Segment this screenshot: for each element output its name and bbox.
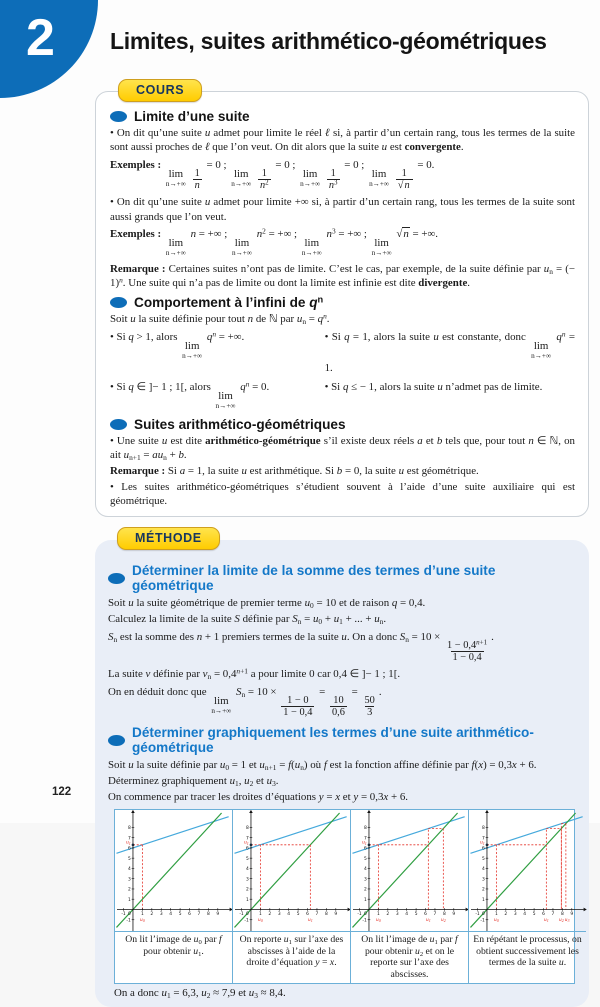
paragraph: • On dit qu’une suite u admet pour limite le réel ℓ si, à partir d’un certain rang, tous les termes de la suite sont aussi proches de ℓ que l’on veut. On dit alors que la suite u est convergente. — [110, 127, 576, 154]
cours-heading — [110, 295, 575, 310]
paragraph: $S_n$ est la somme des n + 1 premiers termes de la suite u. On a donc $S_n = 10$ × $\frac{1 - 0,4^{n+1}}{1 - 0,4}$ . — [108, 630, 494, 664]
cobweb-graph-1 — [116, 812, 231, 930]
svg-text:u1: $u_1$ — [426, 917, 431, 924]
figure-panel-4 — [468, 810, 586, 983]
svg-text:5: 5 — [363, 857, 367, 863]
chapter-badge — [0, 0, 98, 98]
section-bullet-icon — [108, 735, 125, 746]
svg-text:2: 2 — [245, 887, 249, 893]
graph-wrapper — [469, 810, 586, 931]
svg-text:0: 0 — [481, 912, 485, 918]
paragraph: Soit u la suite géométrique de premier terme $u_0 = 10$ et de raison q = 0,4. — [108, 597, 426, 611]
svg-text:-1: -1 — [121, 912, 126, 918]
svg-text:6: 6 — [424, 912, 427, 918]
svg-text:4: 4 — [481, 867, 485, 873]
svg-text:8: 8 — [127, 826, 131, 832]
cours-content — [110, 109, 575, 509]
svg-text:7: 7 — [127, 836, 131, 842]
svg-text:4: 4 — [523, 912, 527, 918]
section-heading-label: Suites arithmético-géométriques — [134, 416, 346, 432]
graph-wrapper — [351, 810, 468, 931]
svg-text:u2: $u_2$ — [440, 917, 446, 924]
svg-text:u0: $u_0$ — [140, 917, 145, 924]
svg-text:-1: -1 — [126, 918, 131, 924]
svg-text:u0: $u_0$ — [258, 917, 263, 924]
svg-text:8: 8 — [206, 912, 210, 918]
svg-text:1: 1 — [127, 898, 131, 904]
svg-text:5: 5 — [127, 857, 131, 863]
figure-caption-1: On lit l’image de $u_0$ par f pour obtenir $u_1$. — [115, 931, 232, 983]
svg-text:3: 3 — [395, 912, 399, 918]
svg-text:5: 5 — [296, 912, 300, 918]
paragraph: Déterminez graphiquement $u_1$, $u_2$ et $u_3$. — [108, 775, 279, 789]
svg-text:8: 8 — [324, 912, 328, 918]
figure-caption-4: En répétant le processus, on obtient successivement les termes de la suite u. — [469, 931, 586, 983]
svg-text:1: 1 — [140, 912, 144, 918]
svg-text:1: 1 — [245, 898, 249, 904]
svg-text:3: 3 — [245, 877, 249, 883]
svg-text:9: 9 — [216, 912, 220, 918]
figure-panel-1 — [115, 810, 232, 983]
paragraph: La suite v définie par $v_n = 0,4^{n+1}$ a pour limite 0 car 0,4 ∈ ]− 1 ; 1[. — [108, 666, 401, 682]
section-bullet-icon — [108, 573, 125, 584]
svg-text:7: 7 — [433, 912, 437, 918]
svg-text:7: 7 — [551, 912, 555, 918]
methode-badge: MÉTHODE — [117, 527, 220, 550]
paragraph: Calculez la limite de la suite S définie par $S_n = u_0 + u_1$ + ... + $u_n$. — [108, 613, 387, 627]
section-heading-label: Déterminer graphiquement les termes d’une suite arithmético-géométrique — [132, 725, 534, 756]
svg-text:u1: $u_1$ — [480, 840, 485, 847]
svg-text:-1: -1 — [357, 912, 362, 918]
svg-text:5: 5 — [245, 857, 249, 863]
svg-text:4: 4 — [363, 867, 367, 873]
svg-text:u1: $u_1$ — [544, 917, 549, 924]
svg-text:u3: $u_3$ — [564, 917, 570, 924]
chapter-number: 2 — [26, 9, 55, 67]
svg-text:9: 9 — [570, 912, 574, 918]
figure-caption-2: On reporte $u_1$ sur l’axe des abscisses à l’aide de la droite d’équation y = x. — [233, 931, 350, 983]
svg-text:3: 3 — [513, 912, 517, 918]
section-heading-label: Limite d’une suite — [134, 109, 250, 124]
svg-text:3: 3 — [159, 912, 163, 918]
cobweb-graph-2 — [234, 812, 349, 930]
two-column-row — [110, 378, 575, 411]
svg-text:3: 3 — [363, 877, 367, 883]
svg-text:6: 6 — [306, 912, 309, 918]
svg-text:u2: $u_2$ — [558, 917, 564, 924]
graph-wrapper — [233, 810, 350, 931]
graph-wrapper — [115, 810, 232, 931]
svg-text:7: 7 — [197, 912, 201, 918]
column-left: • Si q ∈ ]− 1 ; 1[, alors lim n→+∞ $q^n = 0$. — [110, 379, 270, 411]
svg-text:3: 3 — [127, 877, 131, 883]
svg-text:2: 2 — [504, 912, 508, 918]
methode-content — [108, 563, 577, 804]
cobweb-figure — [114, 809, 582, 984]
methode-heading — [108, 725, 577, 755]
paragraph: Soit u la suite définie pour tout n de ℕ par $u_n = q^n$. — [110, 311, 330, 327]
svg-text:8: 8 — [560, 912, 564, 918]
svg-text:1: 1 — [494, 912, 498, 918]
svg-text:-1: -1 — [362, 918, 367, 924]
svg-text:0: 0 — [245, 912, 249, 918]
svg-text:4: 4 — [169, 912, 173, 918]
column-right: • Si q = 1, alors la suite u est constante, donc lim n→+∞ $q^n = 1$. — [324, 329, 575, 374]
figure-caption-3: On lit l’image de $u_1$ par f pour obtenir $u_2$ et on le reporte sur l’axe des abscisses. — [351, 931, 468, 983]
section-bullet-icon — [110, 419, 127, 430]
cobweb-graph-3 — [352, 812, 467, 930]
figure-panel-2 — [232, 810, 350, 983]
methode-section — [95, 531, 589, 1007]
svg-text:9: 9 — [452, 912, 456, 918]
svg-text:u0: $u_0$ — [494, 917, 499, 924]
paragraph: Soit u la suite définie par $u_0 = 1$ et $u_{n+1} = f(u_n)$ où f est la fonction affine définie par f(x) = 0,3x + 6. — [108, 759, 537, 773]
svg-text:7: 7 — [315, 912, 319, 918]
svg-text:5: 5 — [532, 912, 536, 918]
svg-text:9: 9 — [334, 912, 338, 918]
cours-section — [95, 83, 589, 517]
paragraph: Remarque : Si a = 1, la suite u est arithmétique. Si b = 0, la suite u est géométrique. — [110, 465, 479, 478]
svg-text:6: 6 — [481, 846, 485, 852]
svg-text:2: 2 — [150, 912, 154, 918]
svg-text:2: 2 — [481, 887, 485, 893]
svg-text:u0: $u_0$ — [376, 917, 381, 924]
paragraph: Exemples : lim n→+∞ $\frac{1}{n}$ = 0 ; lim n→+∞ $\frac{1}{n^2}$ = 0 ; lim n→+∞ $\frac{1}{n^3}$ = 0 ; lim n→+∞ $\frac{1}{√n}$ = 0. — [110, 158, 435, 192]
cours-heading — [110, 417, 575, 432]
paragraph: Exemples : lim n→+∞ n = +∞ ; lim n→+∞ $n^2$ = +∞ ; lim n→+∞ $n^3$ = +∞ ; lim n→+∞ √n = +∞. — [110, 226, 438, 258]
svg-text:7: 7 — [363, 836, 367, 842]
section-bullet-icon — [110, 297, 127, 308]
svg-text:0: 0 — [127, 912, 131, 918]
column-right: • Si q ≤ − 1, alors la suite u n’admet pas de limite. — [324, 380, 543, 393]
page-number: 122 — [52, 786, 72, 798]
svg-text:2: 2 — [127, 887, 131, 893]
svg-text:4: 4 — [245, 867, 249, 873]
svg-text:8: 8 — [442, 912, 446, 918]
methode-heading — [108, 563, 577, 593]
paragraph: • Les suites arithmético-géométriques s’étudient souvent à l’aide d’une suite auxiliaire qui est géométrique. — [110, 480, 575, 508]
page-title: Limites, suites arithmético-géométriques — [110, 28, 547, 54]
paragraph: • On dit qu’une suite u admet pour limite +∞ si, à partir d’un certain rang, tous les termes de la suite sont aussi grands que l’on veut. — [110, 196, 575, 223]
cours-heading — [110, 109, 575, 124]
svg-text:u1: $u_1$ — [308, 917, 313, 924]
svg-text:6: 6 — [542, 912, 545, 918]
svg-text:6: 6 — [363, 846, 367, 852]
svg-text:0: 0 — [363, 912, 367, 918]
two-column-row — [110, 329, 575, 377]
svg-text:1: 1 — [481, 898, 485, 904]
svg-text:-1: -1 — [480, 918, 485, 924]
column-left: • Si q > 1, alors lim n→+∞ $q^n$ = +∞. — [110, 329, 245, 361]
paragraph: • Une suite u est dite arithmético-géométrique s’il existe deux réels a et b tels que, pour tout n ∈ ℕ, on ait $u_{n+1} = au_n + b$. — [110, 434, 575, 463]
paragraph: Remarque : Certaines suites n’ont pas de limite. C’est le cas, par exemple, de la suite définie par $u_n$ = (− 1)$^n$. Une suite qui n’a pas de limite ou dont la limite est infinie est dite divergente. — [110, 262, 576, 289]
svg-text:1: 1 — [376, 912, 380, 918]
paragraph: On commence par tracer les droites d’équations y = x et y = 0,3x + 6. — [108, 791, 409, 804]
section-heading-label: Comportement à l’infini de $q^n$ — [134, 294, 324, 311]
cours-badge: COURS — [118, 79, 202, 102]
svg-text:u1: $u_1$ — [126, 840, 131, 847]
svg-text:-1: -1 — [244, 918, 249, 924]
figure-conclusion: On a donc $u_1 = 6,3$, $u_2 \approx 7,9$ et $u_3 \approx 8,4$. — [114, 987, 286, 1001]
svg-text:2: 2 — [268, 912, 272, 918]
svg-text:8: 8 — [481, 826, 485, 832]
svg-text:8: 8 — [363, 826, 367, 832]
svg-text:u1: $u_1$ — [362, 840, 367, 847]
cobweb-graph-4 — [470, 812, 585, 930]
section-heading-label: Déterminer la limite de la somme des termes d’une suite géométrique — [132, 563, 496, 594]
svg-text:1: 1 — [363, 898, 367, 904]
svg-text:5: 5 — [414, 912, 418, 918]
svg-text:3: 3 — [277, 912, 281, 918]
svg-text:3: 3 — [481, 877, 485, 883]
figure-panel-3 — [350, 810, 468, 983]
svg-text:-1: -1 — [239, 912, 244, 918]
section-bullet-icon — [110, 111, 127, 122]
svg-text:6: 6 — [127, 846, 131, 852]
svg-text:2: 2 — [363, 887, 367, 893]
svg-text:6: 6 — [245, 846, 249, 852]
svg-text:4: 4 — [405, 912, 409, 918]
svg-text:7: 7 — [481, 836, 485, 842]
svg-text:-1: -1 — [475, 912, 480, 918]
svg-text:6: 6 — [188, 912, 191, 918]
svg-text:5: 5 — [481, 857, 485, 863]
svg-text:4: 4 — [127, 867, 131, 873]
svg-text:7: 7 — [245, 836, 249, 842]
svg-text:u1: $u_1$ — [244, 840, 249, 847]
paragraph: On en déduit donc que lim n→+∞ $S_n = 10$ × $\frac{1 - 0}{1 - 0,4}$ = $\frac{10}{0,6}$ = $\frac{50}{3}$ . — [108, 685, 382, 719]
svg-text:4: 4 — [287, 912, 291, 918]
svg-text:8: 8 — [245, 826, 249, 832]
svg-text:1: 1 — [258, 912, 262, 918]
svg-text:5: 5 — [178, 912, 182, 918]
svg-text:2: 2 — [386, 912, 390, 918]
